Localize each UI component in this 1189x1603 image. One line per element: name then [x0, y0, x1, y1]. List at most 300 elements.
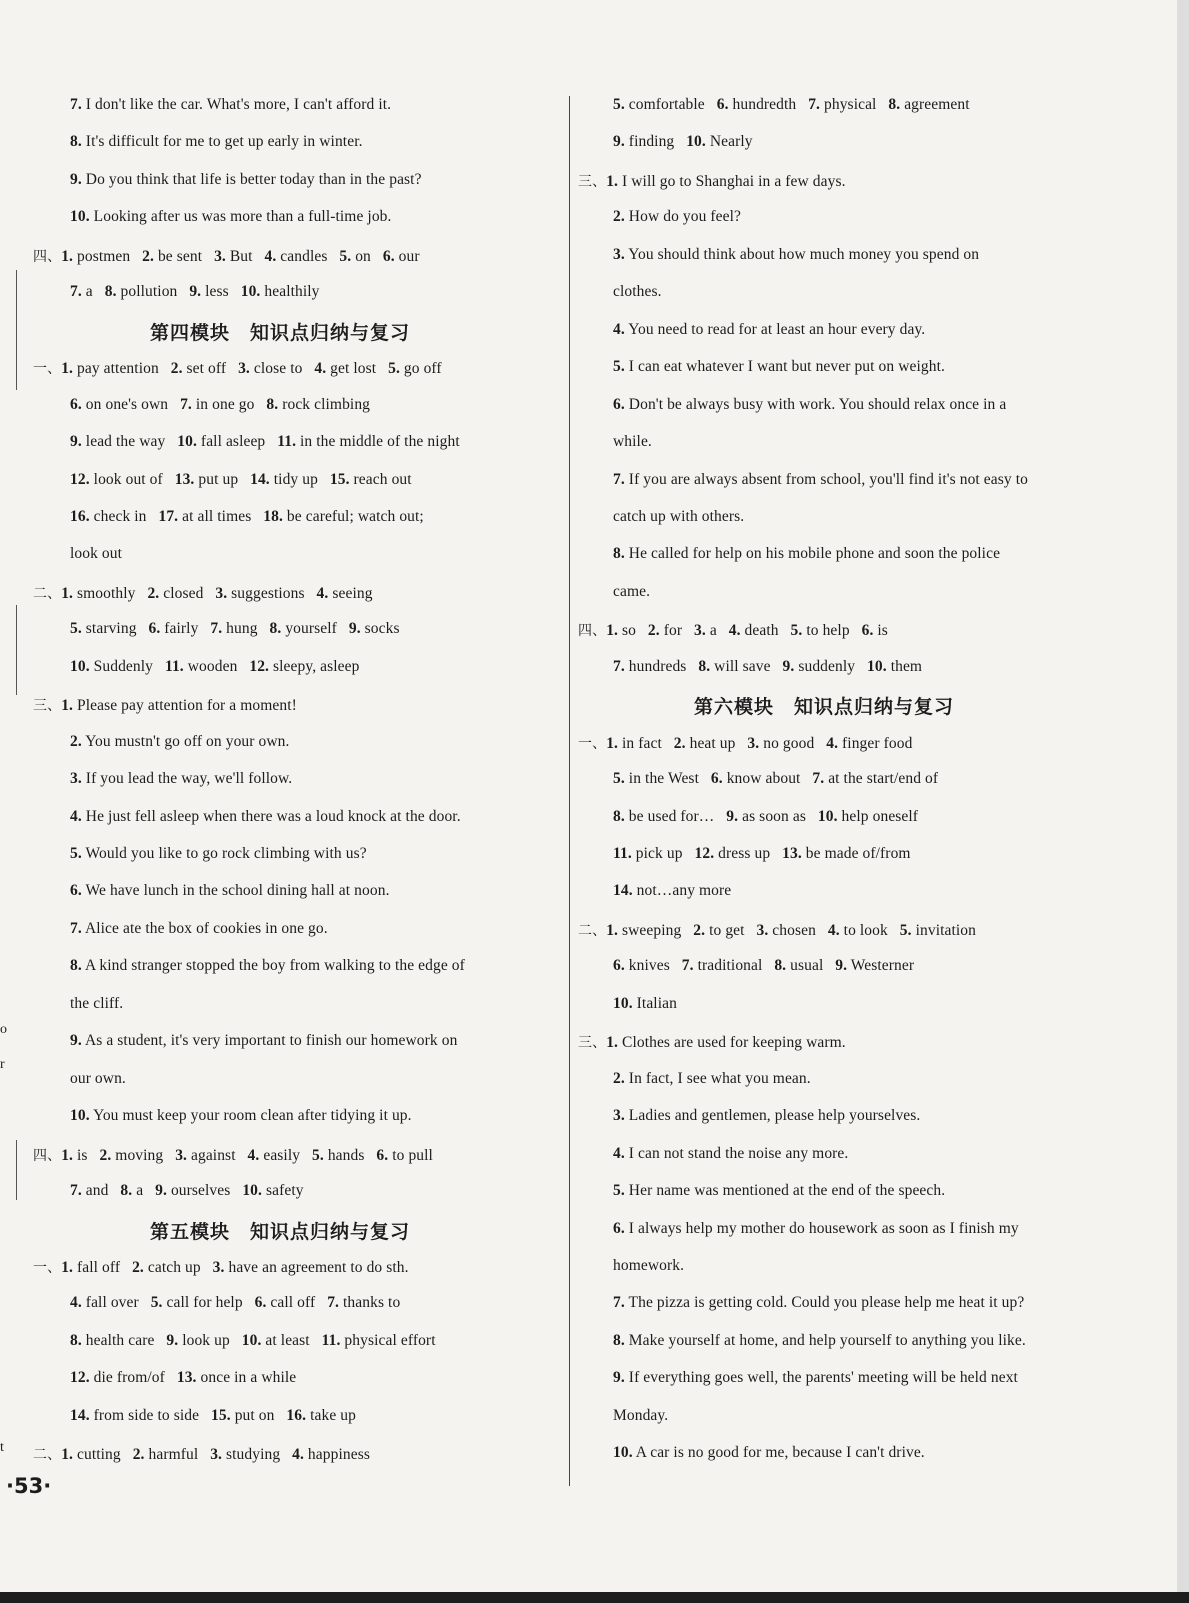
answer-line	[613, 1444, 925, 1462]
answer-text: to help	[802, 622, 862, 640]
answer-line	[613, 1107, 920, 1125]
answer-text: no good	[759, 734, 827, 752]
answer-text: Don't be always busy with work. You should relax once in a	[624, 395, 1007, 413]
answer-text: be careful; watch out;	[282, 507, 424, 525]
item-number: 2.	[170, 360, 183, 378]
item-number: 8.	[613, 545, 625, 563]
answer-text: and	[81, 1182, 121, 1200]
answer-text: suggestions	[227, 584, 317, 602]
item-number: 1.	[61, 584, 74, 602]
item-number: 6.	[861, 622, 874, 640]
item-number: 10.	[70, 657, 90, 675]
item-number: 7.	[70, 96, 82, 113]
answer-text: for	[659, 622, 695, 640]
item-number: 7.	[613, 1294, 625, 1312]
answer-text: look up	[178, 1331, 242, 1349]
item-number: 2.	[613, 208, 625, 226]
item-number: 5.	[790, 622, 803, 640]
answer-text: pollution	[116, 283, 190, 301]
answer-text: A kind stranger stopped the boy from walking to the edge of	[81, 957, 465, 975]
answer-line	[70, 471, 412, 489]
item-number: 6.	[716, 96, 729, 113]
answer-text: postmen	[73, 247, 143, 265]
answer-text: finger food	[838, 734, 913, 752]
answer-text: wooden	[183, 657, 250, 675]
item-number: 7.	[327, 1294, 340, 1312]
section-marker: 四、	[33, 248, 62, 265]
answer-text: I can eat whatever I want but never put on weight.	[624, 358, 945, 376]
answer-text: sleepy, asleep	[269, 657, 360, 675]
answer-text: It's difficult for me to get up early in winter.	[81, 133, 363, 151]
item-number: 12.	[70, 470, 90, 488]
answer-line	[613, 133, 753, 151]
answer-text: In fact, I see what you mean.	[624, 1069, 811, 1087]
item-number: 10.	[70, 208, 90, 226]
item-number: 7.	[70, 919, 82, 937]
answer-text: thanks to	[339, 1294, 401, 1312]
item-number: 9.	[70, 1032, 82, 1050]
answer-text: set off	[182, 360, 239, 378]
item-number: 2.	[132, 1258, 144, 1276]
answer-text: on	[351, 247, 383, 265]
item-number: 8.	[120, 1182, 133, 1200]
item-number: 5.	[613, 358, 625, 376]
margin-fragment: r	[0, 1057, 5, 1072]
item-number: 4.	[827, 921, 840, 939]
answer-line	[613, 658, 922, 676]
item-number: 5.	[899, 921, 912, 939]
item-number: 9.	[782, 657, 795, 675]
answer-text: Suddenly	[89, 657, 165, 675]
answer-line	[613, 545, 1000, 563]
item-number: 11.	[277, 433, 297, 451]
section-marker: 三、	[33, 698, 62, 715]
item-number: 1.	[606, 1034, 619, 1052]
answer-line	[33, 1257, 409, 1277]
answer-line	[70, 808, 461, 826]
item-number: 12.	[70, 1369, 90, 1387]
answer-text: is	[73, 1146, 100, 1164]
answer-line	[613, 882, 731, 900]
item-number: 5.	[150, 1294, 163, 1312]
answer-text: I always help my mother do housework as soon as I finish my	[624, 1219, 1019, 1237]
answer-text: in fact	[618, 734, 674, 752]
answer-text: to pull	[388, 1146, 433, 1164]
item-number: 17.	[158, 507, 179, 525]
answer-text: tidy up	[269, 470, 330, 488]
answer-text: harmful	[144, 1446, 211, 1464]
item-number: 9.	[835, 957, 848, 975]
item-number: 13.	[176, 1369, 197, 1387]
section-marker: 四、	[33, 1147, 62, 1164]
answer-text: pay attention	[73, 360, 171, 378]
item-number: 1.	[61, 1446, 74, 1464]
item-number: 3.	[613, 1107, 625, 1125]
answer-line	[33, 583, 373, 603]
answer-line	[613, 471, 1028, 489]
answer-line	[70, 1407, 356, 1425]
item-number: 5.	[388, 360, 400, 378]
item-number: 3.	[215, 584, 228, 602]
answer-line	[33, 1444, 370, 1464]
answer-line	[70, 133, 363, 151]
item-number: 6.	[613, 957, 625, 975]
answer-text: go off	[399, 360, 442, 378]
answer-text: candles	[276, 247, 340, 265]
column-divider	[569, 96, 570, 1486]
section-heading: 第六模块 知识点归纳与复习	[694, 696, 955, 719]
answer-text: be sent	[153, 247, 215, 265]
item-number: 10.	[613, 1444, 633, 1462]
answer-text: If everything goes well, the parents' meeting will be held next	[624, 1369, 1018, 1387]
item-number: 6.	[70, 395, 82, 413]
item-number: 7.	[70, 1182, 82, 1200]
item-number: 4.	[314, 360, 327, 378]
margin-fragment: o	[0, 1022, 7, 1037]
answer-text: Alice ate the box of cookies in one go.	[81, 919, 328, 937]
section-marker: 一、	[33, 361, 62, 378]
item-number: 12.	[694, 845, 715, 862]
item-number: 8.	[104, 283, 117, 301]
answer-text: Make yourself at home, and help yourself to anything you like.	[624, 1331, 1026, 1349]
item-number: 10.	[867, 657, 887, 675]
answer-text: is	[873, 622, 888, 640]
item-number: 8.	[269, 620, 282, 638]
answer-text: our	[394, 247, 420, 265]
item-number: 13.	[782, 845, 802, 862]
answer-text: catch up	[143, 1258, 213, 1276]
answer-text: hands	[323, 1146, 377, 1164]
answer-text: our own.	[70, 1069, 126, 1087]
answer-text: Please pay attention for a moment!	[73, 697, 297, 715]
answer-line	[613, 1145, 848, 1163]
answer-text: hundredth	[728, 96, 809, 113]
answer-text: health care	[81, 1331, 167, 1349]
section-marker: 三、	[578, 173, 607, 190]
item-number: 1.	[61, 360, 74, 378]
answer-text: Ladies and gentlemen, please help yourselves.	[624, 1107, 921, 1125]
answer-text: seeing	[328, 584, 373, 602]
item-number: 10.	[613, 994, 633, 1012]
answer-line	[70, 1107, 412, 1125]
answer-text: starving	[81, 620, 149, 638]
item-number: 12.	[249, 657, 270, 675]
answer-line	[578, 920, 976, 940]
item-number: 9.	[613, 133, 625, 151]
item-number: 10.	[242, 1182, 262, 1200]
answer-text: Would you like to go rock climbing with us?	[81, 845, 367, 862]
answer-text: help oneself	[837, 807, 919, 825]
answer-text: healthily	[260, 283, 320, 301]
answer-text: safety	[262, 1182, 304, 1200]
answer-text: put up	[194, 470, 251, 488]
item-number: 1.	[61, 1258, 74, 1276]
answer-text: pick up	[631, 845, 695, 862]
answer-text: in the West	[624, 770, 711, 788]
answer-text: look out of	[89, 470, 175, 488]
page-number: ·53·	[6, 1474, 52, 1498]
answer-text: As a student, it's very important to finish our homework on	[81, 1032, 458, 1050]
item-number: 5.	[613, 1182, 625, 1200]
answer-line	[70, 283, 320, 301]
answer-line	[613, 1220, 1019, 1238]
answer-text: Her name was mentioned at the end of the speech.	[624, 1182, 946, 1200]
answer-line	[70, 1182, 304, 1200]
answer-text: If you lead the way, we'll follow.	[81, 770, 293, 788]
answer-text: call for help	[162, 1294, 255, 1312]
answer-text: not…any more	[632, 882, 732, 900]
answer-text: a	[705, 622, 729, 640]
item-number: 3.	[747, 734, 760, 752]
margin-rule	[16, 270, 17, 390]
item-number: 7.	[70, 283, 82, 301]
answer-line	[33, 246, 420, 266]
section-marker: 二、	[33, 1447, 62, 1464]
margin-fragment: t	[0, 1440, 4, 1455]
answer-text: clothes.	[613, 283, 662, 301]
answer-text: while.	[613, 433, 652, 451]
item-number: 3.	[238, 360, 250, 378]
answer-text: Italian	[632, 994, 677, 1012]
item-number: 16.	[286, 1406, 307, 1424]
answer-text: invitation	[911, 921, 976, 939]
item-number: 6.	[382, 247, 395, 265]
answer-line	[70, 1070, 126, 1088]
answer-text: hung	[222, 620, 270, 638]
item-number: 9.	[70, 170, 82, 188]
item-number: 9.	[348, 620, 361, 638]
section-heading: 第四模块 知识点归纳与复习	[150, 321, 411, 344]
answer-text: physical	[820, 96, 889, 113]
item-number: 3.	[212, 1258, 225, 1276]
item-number: 18.	[263, 507, 283, 525]
item-number: 1.	[606, 172, 619, 190]
answer-text: cutting	[73, 1446, 133, 1464]
answer-line	[70, 733, 290, 751]
item-number: 6.	[70, 882, 82, 900]
answer-line	[613, 433, 652, 451]
item-number: 6.	[148, 620, 161, 638]
answer-text: socks	[360, 620, 400, 638]
answer-line	[33, 695, 297, 715]
answer-text: Clothes are used for keeping warm.	[618, 1034, 846, 1052]
item-number: 7.	[613, 657, 625, 675]
answer-line	[70, 508, 424, 526]
answer-text: suddenly	[794, 657, 868, 675]
margin-rule	[16, 605, 17, 695]
item-number: 7.	[613, 470, 625, 488]
answer-text: physical effort	[340, 1331, 436, 1349]
item-number: 2.	[70, 732, 82, 750]
answer-line	[70, 208, 392, 226]
answer-text: fairly	[160, 620, 211, 638]
answer-text: Monday.	[613, 1406, 669, 1424]
item-number: 2.	[613, 1069, 625, 1087]
item-number: 5.	[613, 770, 625, 788]
item-number: 5.	[70, 620, 82, 638]
answer-text: We have lunch in the school dining hall at noon.	[81, 882, 390, 900]
answer-text: the cliff.	[70, 994, 124, 1012]
answer-text: agreement	[900, 96, 970, 113]
answer-line	[613, 246, 979, 264]
item-number: 3.	[175, 1146, 188, 1164]
answer-text: heat up	[685, 734, 748, 752]
section-marker: 一、	[33, 1259, 62, 1276]
item-number: 4.	[292, 1446, 304, 1464]
answer-line	[33, 1145, 433, 1165]
answer-text: call off	[266, 1294, 328, 1312]
answer-text: You mustn't go off on your own.	[81, 732, 290, 750]
answer-text: in the middle of the night	[296, 433, 460, 451]
answer-text: die from/of	[89, 1369, 177, 1387]
answer-text: rock climbing	[278, 395, 371, 413]
answer-text: closed	[159, 584, 216, 602]
answer-text: a	[81, 283, 105, 301]
answer-line	[70, 995, 123, 1013]
answer-text: a	[132, 1182, 156, 1200]
answer-text: Nearly	[705, 133, 753, 151]
answer-text: will save	[710, 657, 783, 675]
answer-text: You should think about how much money you spend on	[624, 245, 980, 263]
answer-line	[613, 1407, 668, 1425]
answer-text: to get	[705, 921, 757, 939]
answer-line	[70, 658, 360, 676]
item-number: 7.	[808, 96, 821, 113]
item-number: 10.	[177, 433, 197, 451]
item-number: 7.	[180, 395, 192, 413]
answer-text: so	[618, 622, 648, 640]
section-marker: 二、	[578, 922, 607, 939]
answer-line	[613, 358, 945, 376]
answer-text: fall asleep	[196, 433, 278, 451]
answer-text: have an agreement to do sth.	[224, 1258, 409, 1276]
answer-line	[70, 433, 460, 451]
answer-text: finding	[624, 133, 687, 151]
item-number: 2.	[147, 584, 160, 602]
item-number: 4.	[613, 320, 625, 338]
answer-text: knives	[624, 957, 682, 975]
item-number: 8.	[613, 807, 625, 825]
answer-line	[613, 508, 744, 526]
item-number: 6.	[376, 1146, 389, 1164]
answer-text: The pizza is getting cold. Could you please help me heat it up?	[624, 1294, 1025, 1312]
answer-text: traditional	[693, 957, 775, 975]
page-edge	[1177, 0, 1189, 1603]
answer-text: be made of/from	[801, 845, 911, 862]
item-number: 1.	[61, 697, 74, 715]
answer-text: at all times	[178, 507, 264, 525]
answer-line	[70, 1332, 436, 1350]
item-number: 5.	[613, 96, 625, 113]
answer-line	[613, 321, 925, 339]
answer-text: at least	[261, 1331, 322, 1349]
answer-text: check in	[89, 507, 159, 525]
answer-text: less	[201, 283, 241, 301]
answer-text: Looking after us was more than a full-time job.	[89, 208, 392, 226]
answer-text: close to	[249, 360, 315, 378]
item-number: 9.	[70, 433, 82, 451]
item-number: 11.	[613, 845, 632, 862]
answer-line	[613, 583, 650, 601]
item-number: 3.	[70, 770, 82, 788]
item-number: 5.	[339, 247, 352, 265]
item-number: 7.	[681, 957, 694, 975]
answer-text: in one go	[191, 395, 267, 413]
item-number: 4.	[316, 584, 329, 602]
item-number: 11.	[164, 657, 184, 675]
answer-line	[578, 1032, 846, 1052]
item-number: 9.	[726, 807, 739, 825]
item-number: 8.	[613, 1331, 625, 1349]
item-number: 3.	[756, 921, 769, 939]
answer-line	[70, 882, 390, 900]
answer-text: from side to side	[89, 1406, 212, 1424]
item-number: 15.	[329, 470, 350, 488]
answer-text: How do you feel?	[624, 208, 742, 226]
item-number: 1.	[61, 1146, 74, 1164]
answer-line	[613, 1294, 1024, 1312]
answer-line	[578, 171, 846, 191]
answer-text: death	[740, 622, 791, 640]
item-number: 8.	[266, 395, 279, 413]
item-number: 10.	[817, 807, 838, 825]
item-number: 16.	[70, 507, 90, 525]
answer-text: on one's own	[81, 395, 181, 413]
answer-line	[70, 620, 400, 638]
item-number: 7.	[210, 620, 223, 638]
item-number: 14.	[70, 1406, 90, 1424]
item-number: 2.	[693, 921, 706, 939]
answer-text: put on	[230, 1406, 287, 1424]
section-marker: 四、	[578, 623, 607, 640]
item-number: 2.	[673, 734, 686, 752]
answer-text: You need to read for at least an hour every day.	[624, 320, 926, 338]
answer-line	[613, 96, 970, 114]
answer-line	[613, 808, 918, 826]
answer-text: know about	[722, 770, 813, 788]
answer-line	[70, 770, 292, 788]
answer-line	[613, 208, 741, 226]
answer-line	[70, 545, 122, 563]
answer-text: chosen	[768, 921, 828, 939]
item-number: 9.	[613, 1369, 625, 1387]
item-number: 8.	[774, 957, 787, 975]
answer-text: at the start/end of	[824, 770, 939, 788]
answer-line	[613, 1369, 1018, 1387]
answer-text: usual	[786, 957, 836, 975]
answer-text: get lost	[326, 360, 389, 378]
answer-line	[70, 396, 370, 414]
answer-text: came.	[613, 582, 651, 600]
answer-text: to look	[839, 921, 900, 939]
answer-text: Westerner	[847, 957, 915, 975]
answer-line	[613, 1257, 684, 1275]
item-number: 4.	[70, 1294, 82, 1312]
item-number: 9.	[166, 1331, 179, 1349]
item-number: 3.	[210, 1446, 223, 1464]
answer-text: easily	[259, 1146, 313, 1164]
answer-text: yourself	[281, 620, 349, 638]
answer-text: fall off	[73, 1258, 133, 1276]
answer-text: take up	[306, 1406, 356, 1424]
bottom-border	[0, 1592, 1189, 1603]
item-number: 14.	[250, 470, 270, 488]
answer-text: dress up	[714, 845, 783, 862]
answer-line	[70, 171, 422, 189]
item-number: 3.	[214, 247, 226, 265]
answer-text: studying	[222, 1446, 293, 1464]
answer-line	[613, 957, 914, 975]
